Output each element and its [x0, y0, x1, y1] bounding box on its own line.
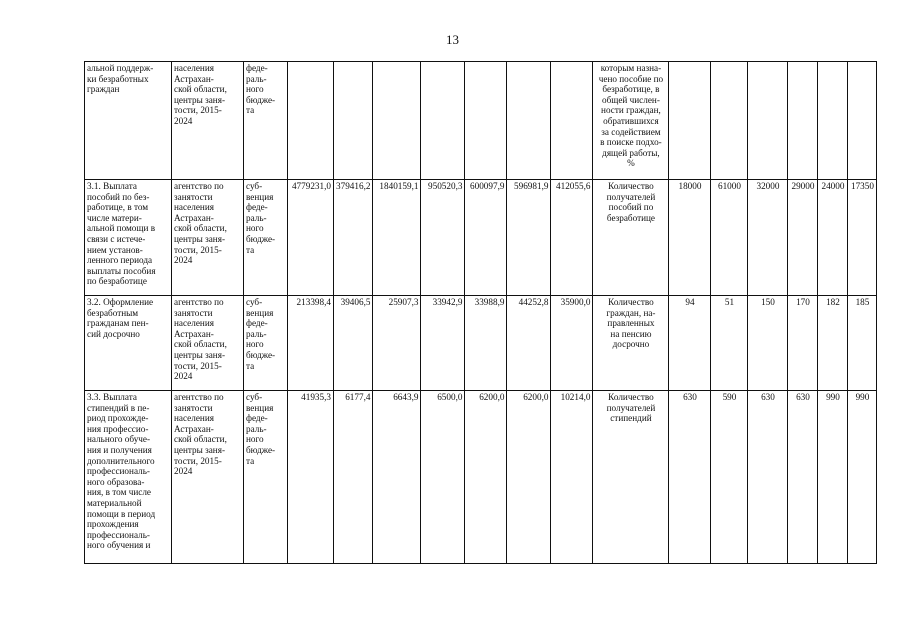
target-value-cell: 590	[711, 391, 748, 564]
amount-cell: 596981,9	[507, 180, 551, 296]
amount-cell: 33988,9	[465, 296, 507, 391]
amount-cell	[334, 62, 373, 180]
amount-cell: 6643,9	[373, 391, 421, 564]
amount-cell: 35900,0	[551, 296, 593, 391]
amount-cell: 44252,8	[507, 296, 551, 391]
indicator-cell: Количество получателей стипендий	[593, 391, 669, 564]
amount-cell: 6200,0	[507, 391, 551, 564]
target-value-cell: 630	[788, 391, 818, 564]
target-value-cell	[711, 62, 748, 180]
amount-cell: 6177,4	[334, 391, 373, 564]
target-value-cell	[788, 62, 818, 180]
indicator-cell: Количество граждан, на- правленных на пенсию досрочно	[593, 296, 669, 391]
amount-cell	[465, 62, 507, 180]
target-value-cell: 32000	[748, 180, 788, 296]
table-row	[85, 391, 877, 564]
target-value-cell	[848, 62, 877, 180]
target-value-cell: 18000	[669, 180, 711, 296]
page-number: 13	[446, 32, 459, 47]
table-row	[85, 62, 877, 180]
target-value-cell: 990	[848, 391, 877, 564]
funding-source-cell: суб- венция феде- раль- ного бюдже- та	[244, 296, 288, 391]
indicator-cell: Количество получателей пособий по безработице	[593, 180, 669, 296]
target-value-cell: 182	[818, 296, 848, 391]
amount-cell	[288, 62, 334, 180]
funding-source-cell: суб- венция феде- раль- ного бюдже- та	[244, 391, 288, 564]
activity-cell: 3.2. Оформление безработным гражданам пен- сий досрочно	[85, 296, 172, 391]
target-value-cell	[818, 62, 848, 180]
amount-cell: 25907,3	[373, 296, 421, 391]
executor-cell: агентство по занятости населения Астрахан- ской области, центры заня- тости, 2015- 2024	[172, 180, 244, 296]
amount-cell: 1840159,1	[373, 180, 421, 296]
target-value-cell: 61000	[711, 180, 748, 296]
amount-cell: 213398,4	[288, 296, 334, 391]
activity-cell: 3.1. Выплата пособий по без- работице, в том числе матери- альной помощи в связи с истече- нием установ- ленного периода выплаты пособия по безработице	[85, 180, 172, 296]
target-value-cell: 29000	[788, 180, 818, 296]
amount-cell: 412055,6	[551, 180, 593, 296]
amount-cell: 6500,0	[421, 391, 465, 564]
target-value-cell: 185	[848, 296, 877, 391]
executor-cell: населения Астрахан- ской области, центры заня- тости, 2015- 2024	[172, 62, 244, 180]
amount-cell: 33942,9	[421, 296, 465, 391]
activity-cell: 3.3. Выплата стипендий в пе- риод прохожде- ния профессио- нального обуче- ния и получения дополнительного профессиональ- ного образова- ния, в том числе материальной помощи в период прохождения профессиональ- ного обучения и	[85, 391, 172, 564]
amount-cell	[551, 62, 593, 180]
executor-cell: агентство по занятости населения Астрахан- ской области, центры заня- тости, 2015- 2024	[172, 296, 244, 391]
amount-cell: 600097,9	[465, 180, 507, 296]
amount-cell: 6200,0	[465, 391, 507, 564]
executor-cell: агентство по занятости населения Астрахан- ской области, центры заня- тости, 2015- 2024	[172, 391, 244, 564]
target-value-cell: 990	[818, 391, 848, 564]
amount-cell	[507, 62, 551, 180]
amount-cell: 950520,3	[421, 180, 465, 296]
target-value-cell	[669, 62, 711, 180]
amount-cell: 41935,3	[288, 391, 334, 564]
amount-cell	[373, 62, 421, 180]
table-row	[85, 180, 877, 296]
target-value-cell: 94	[669, 296, 711, 391]
budget-table	[84, 61, 877, 564]
target-value-cell: 170	[788, 296, 818, 391]
amount-cell: 379416,2	[334, 180, 373, 296]
funding-source-cell: феде- раль- ного бюдже- та	[244, 62, 288, 180]
amount-cell: 4779231,0	[288, 180, 334, 296]
target-value-cell: 150	[748, 296, 788, 391]
target-value-cell: 630	[669, 391, 711, 564]
indicator-cell: которым назна- чено пособие по безработице, в общей числен- ности граждан, обратившихся за содействием в поиске подхо- дящей работы, %	[593, 62, 669, 180]
amount-cell: 10214,0	[551, 391, 593, 564]
target-value-cell: 51	[711, 296, 748, 391]
funding-source-cell: суб- венция феде- раль- ного бюдже- та	[244, 180, 288, 296]
target-value-cell: 24000	[818, 180, 848, 296]
table-row	[85, 296, 877, 391]
amount-cell	[421, 62, 465, 180]
target-value-cell: 17350	[848, 180, 877, 296]
activity-cell: альной поддерж- ки безработных граждан	[85, 62, 172, 180]
target-value-cell	[748, 62, 788, 180]
amount-cell: 39406,5	[334, 296, 373, 391]
target-value-cell: 630	[748, 391, 788, 564]
